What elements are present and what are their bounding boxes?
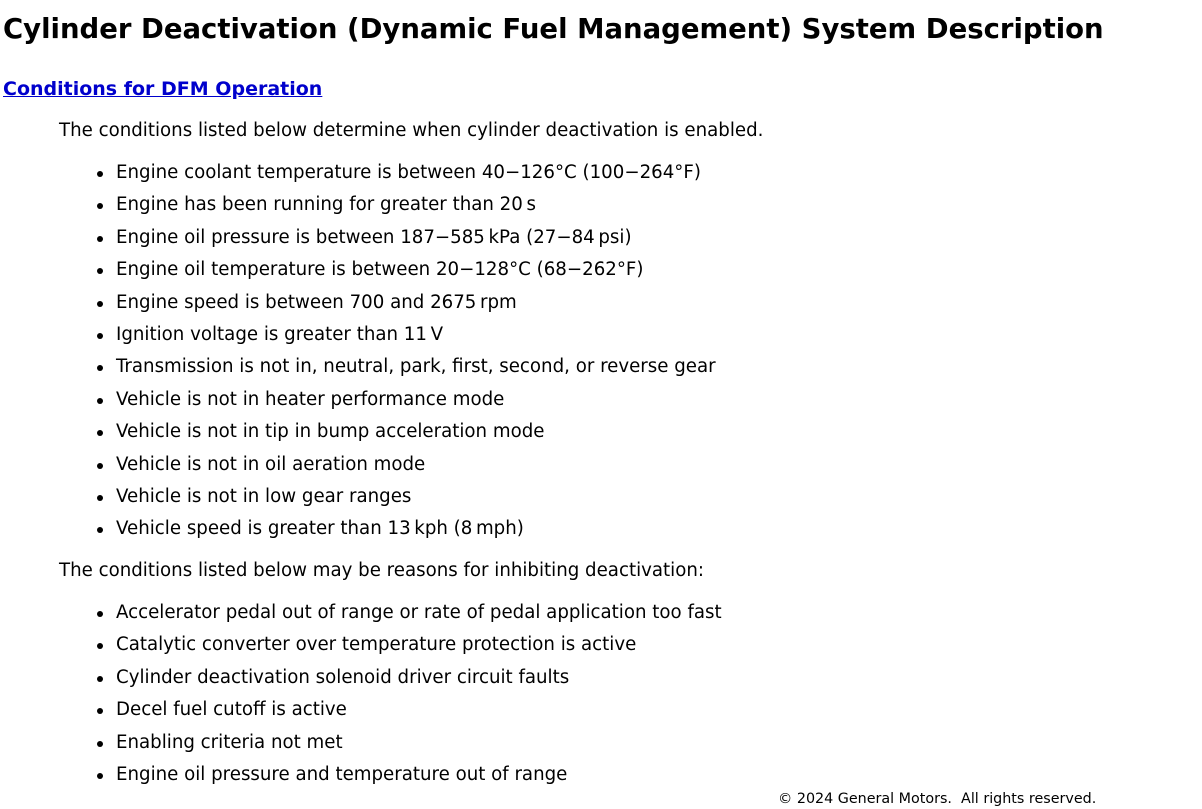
list-item (116, 761, 722, 793)
bullet-icon (97, 236, 103, 242)
bullet-icon (97, 365, 103, 371)
bullet-icon (97, 203, 103, 209)
bullet-icon (97, 527, 103, 533)
bullet-icon (97, 676, 103, 682)
list-item-text: Vehicle is not in low gear ranges (116, 485, 412, 507)
bullet-icon (97, 611, 103, 617)
inhibit-conditions-list (116, 599, 722, 793)
list-item-text: Engine oil pressure and temperature out of range (116, 763, 568, 785)
list-item-text: Cylinder deactivation solenoid driver circuit faults (116, 666, 570, 688)
list-item-text: Ignition voltage is greater than 11 V (116, 323, 444, 345)
bullet-icon (97, 430, 103, 436)
bullet-icon (97, 333, 103, 339)
list-item (116, 729, 722, 761)
bullet-icon (97, 773, 103, 779)
enable-conditions-intro: The conditions listed below determine when cylinder deactivation is enabled. (59, 120, 764, 141)
list-item (116, 451, 716, 483)
list-item-text: Engine coolant temperature is between 40−126°C (100−264°F) (116, 162, 701, 183)
bullet-icon (97, 398, 103, 404)
page-title: Cylinder Deactivation (Dynamic Fuel Management) System Description (3, 13, 1104, 45)
list-item (116, 191, 716, 223)
bullet-icon (97, 741, 103, 747)
inhibit-conditions-intro: The conditions listed below may be reasons for inhibiting deactivation: (59, 560, 704, 581)
list-item-text: Engine speed is between 700 and 2675 rpm (116, 291, 517, 313)
bullet-icon (97, 171, 103, 177)
list-item (116, 321, 716, 353)
bullet-icon (97, 495, 103, 501)
list-item (116, 256, 716, 288)
list-item (116, 386, 716, 418)
list-item-text: Vehicle speed is greater than 13 kph (8 mph) (116, 518, 524, 540)
list-item-text: Accelerator pedal out of range or rate of pedal application too fast (116, 602, 722, 623)
list-item (116, 515, 716, 547)
copyright-notice: © 2024 General Motors. All rights reserved. (778, 791, 1097, 807)
list-item-text: Vehicle is not in oil aeration mode (116, 453, 426, 475)
list-item (116, 418, 716, 450)
list-item (116, 483, 716, 515)
enable-conditions-list (116, 159, 716, 548)
list-item-text: Vehicle is not in heater performance mode (116, 388, 505, 410)
list-item-text: Engine oil pressure is between 187−585 kPa (27−84 psi) (116, 226, 632, 248)
list-item-text: Engine has been running for greater than 20 s (116, 194, 536, 216)
list-item-text: Transmission is not in, neutral, park, first, second, or reverse gear (116, 356, 716, 378)
list-item (116, 631, 722, 663)
list-item-text: Engine oil temperature is between 20−128°C (68−262°F) (116, 259, 644, 281)
list-item (116, 599, 722, 631)
list-item (116, 696, 722, 728)
list-item (116, 289, 716, 321)
list-item-text: Catalytic converter over temperature protection is active (116, 634, 637, 656)
bullet-icon (97, 708, 103, 714)
list-item (116, 353, 716, 385)
list-item-text: Vehicle is not in tip in bump acceleration mode (116, 421, 545, 443)
bullet-icon (97, 643, 103, 649)
list-item-text: Enabling criteria not met (116, 731, 343, 753)
bullet-icon (97, 463, 103, 469)
list-item (116, 224, 716, 256)
section-link-dfm-conditions[interactable]: Conditions for DFM Operation (3, 78, 323, 100)
list-item (116, 664, 722, 696)
bullet-icon (97, 301, 103, 307)
list-item-text: Decel fuel cutoff is active (116, 699, 347, 721)
bullet-icon (97, 268, 103, 274)
list-item (116, 159, 716, 191)
